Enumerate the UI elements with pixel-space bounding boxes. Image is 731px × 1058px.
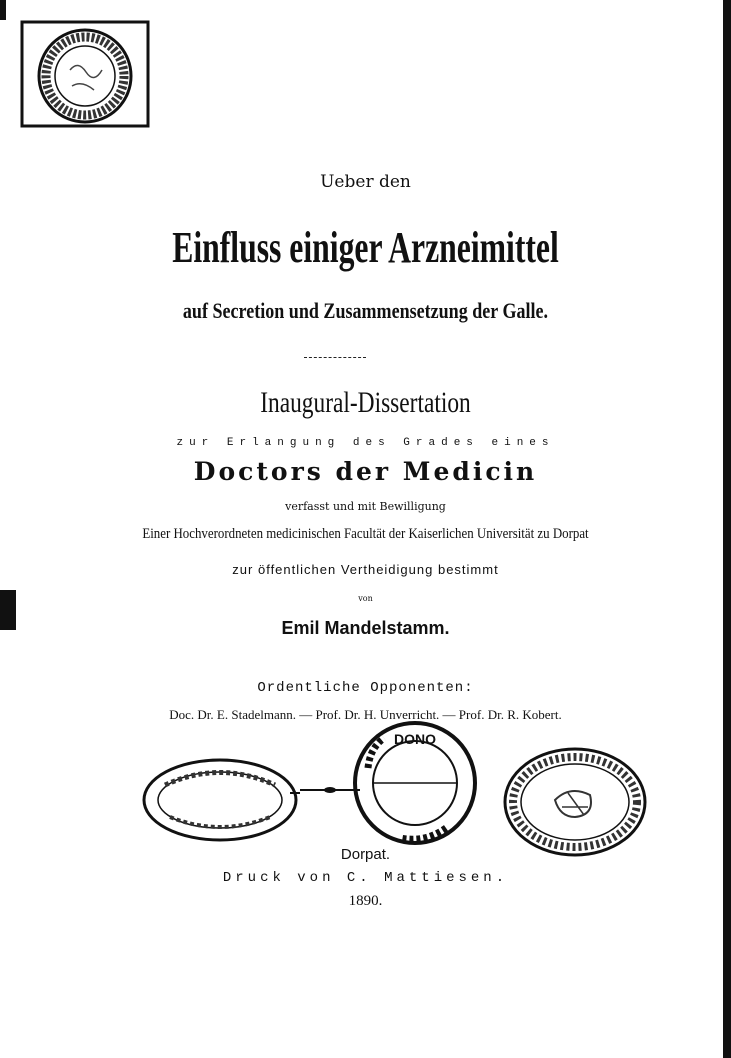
- dono-stamp: [350, 718, 480, 848]
- dono-label: DONO: [394, 731, 436, 747]
- intro-line: Ueber den: [320, 172, 411, 192]
- oval-stamp-left: [140, 755, 300, 845]
- oval-stamp-right: [500, 745, 650, 860]
- authorization-line: verfasst und mit Bewilligung: [285, 500, 446, 513]
- faculty-line: Einer Hochverordneten medicinischen Facultät der Kaiserlichen Universität zu Dorpat: [142, 526, 589, 542]
- degree-name: Doctors der Medicin: [193, 457, 538, 486]
- degree-purpose: zur Erlangung des Grades eines: [176, 437, 555, 449]
- imprint-place: Dorpat.: [340, 846, 391, 863]
- imprint-printer: Druck von C. Mattiesen.: [222, 870, 509, 886]
- defence-line: zur öffentlichen Vertheidigung bestimmt: [232, 562, 499, 577]
- main-title: Einfluss einiger Arzneimittel: [172, 223, 559, 272]
- dissertation-heading: Inaugural-Dissertation: [260, 386, 471, 419]
- author-name: Emil Mandelstamm.: [281, 618, 450, 638]
- opponents-heading: Ordentliche Opponenten:: [257, 680, 474, 696]
- subtitle: auf Secretion und Zusammensetzung der Galle.: [182, 298, 549, 323]
- von-line: von: [358, 594, 373, 603]
- opponents-names: Doc. Dr. E. Stadelmann. — Prof. Dr. H. Unverricht. — Prof. Dr. R. Kobert.: [169, 707, 562, 722]
- imprint-year: 1890.: [348, 893, 383, 909]
- library-stamp-top: [20, 20, 150, 128]
- scan-edge-mark-top: [0, 0, 6, 20]
- divider-rule: [304, 357, 366, 358]
